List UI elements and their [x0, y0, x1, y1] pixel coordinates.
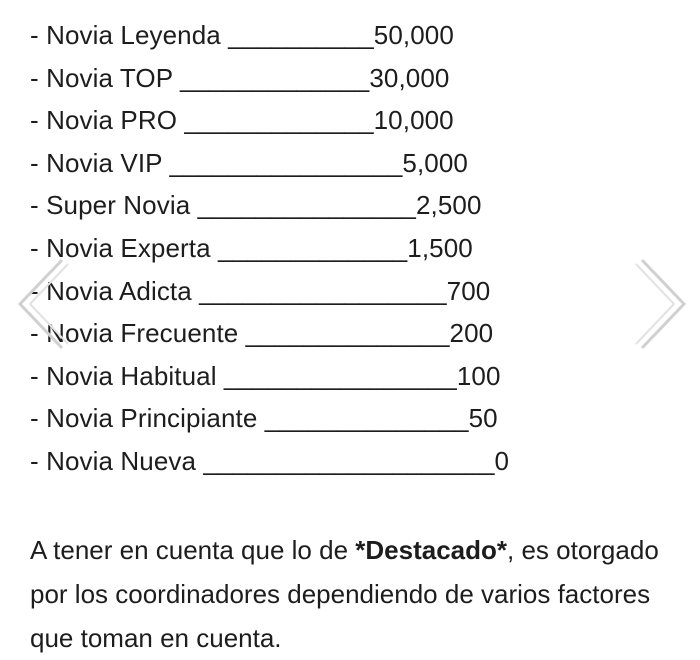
rank-item-pro: - Novia PRO _____________10,000: [30, 105, 454, 136]
rank-item-vip: - Novia VIP ________________5,000: [30, 147, 468, 178]
prev-image-button[interactable]: [14, 256, 72, 352]
chevron-left-icon: [14, 256, 72, 352]
next-image-button[interactable]: [632, 256, 690, 352]
note-highlight: *Destacado*: [355, 535, 507, 565]
rank-item-top: - Novia TOP _____________30,000: [30, 62, 450, 93]
rank-item-leyenda: - Novia Leyenda __________50,000: [30, 20, 454, 50]
note-suffix: , es otorgado por los coordinadores dependiendo de varios factores que toman en cuenta.: [30, 535, 659, 653]
rank-item-super: - Super Novia _______________2,500: [30, 190, 482, 221]
rank-item-principiante: - Novia Principiante ______________50: [30, 403, 498, 434]
rank-item-habitual: - Novia Habitual ________________100: [30, 360, 501, 391]
note-paragraph: [30, 528, 680, 660]
note-prefix: A tener en cuenta que lo de: [30, 535, 356, 565]
rank-list: [30, 17, 509, 486]
rank-item-nueva: - Novia Nueva ____________________0: [30, 445, 510, 476]
chevron-right-icon: [632, 256, 690, 352]
rank-item-frecuente: - Novia Frecuente ______________200: [30, 318, 494, 349]
rank-item-adicta: - Novia Adicta _________________700: [30, 275, 491, 306]
rank-item-experta: - Novia Experta _____________1,500: [30, 232, 473, 263]
